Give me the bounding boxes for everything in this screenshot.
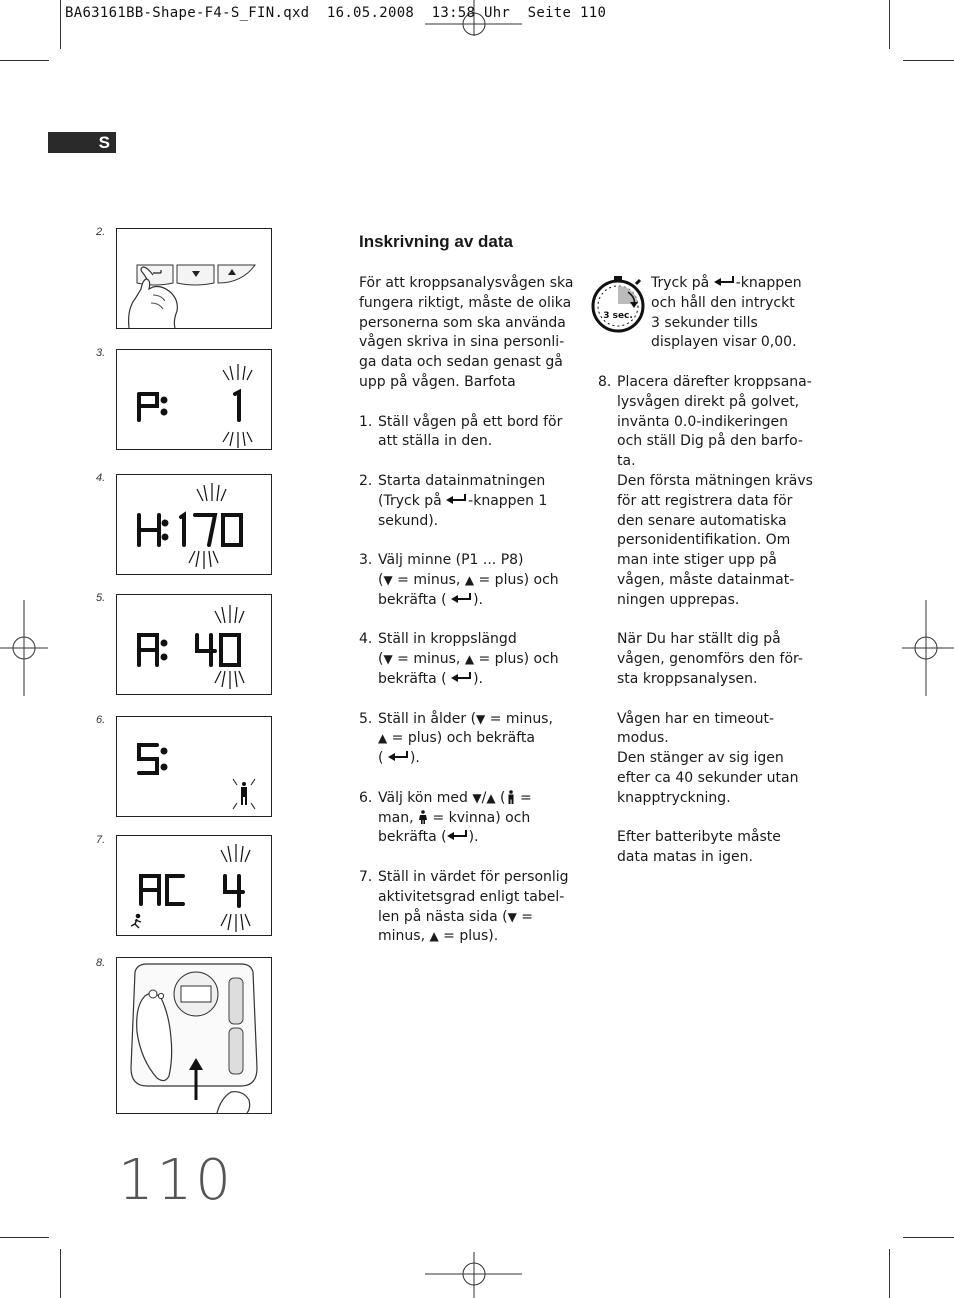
step-5: 5. Ställ in ålder (▼ = minus, ▲ = plus) och bekräfta ( ). <box>359 710 553 767</box>
step-1: 1. Ställ vågen på ett bord för att ställa in den. <box>359 413 563 450</box>
crop-mark <box>60 0 61 49</box>
section-heading: Inskrivning av data <box>359 232 513 251</box>
crop-mark <box>889 0 890 49</box>
crop-mark <box>0 60 49 61</box>
instructions-column <box>359 274 589 947</box>
step-3: 3. Välj minne (P1 ... P8) (▼ = minus, ▲ = plus) och bekräfta ( ). <box>359 552 559 608</box>
enter-key-icon <box>447 830 469 840</box>
figure-number: 7. <box>96 834 106 846</box>
down-arrow-icon: ▼ <box>383 652 393 667</box>
registration-mark-right <box>902 600 954 696</box>
page-number: 110 <box>118 1148 234 1213</box>
step-8: 8. Placera därefter kroppsana- lysvågen direkt på golvet, invänta 0.0-indikeringen och ställ Dig på den barfo- ta. Den första mätningen krävs för att registrera data för den senare automatiska personidentifikation. Om man inte stiger upp på vågen, måste datainmat- ningen upprepas. När Du har ställt dig på vågen, genomförs den för- sta kroppsanalysen. Vågen har en timeout- modus. Den stänger av sig igen efter ca 40 sekunder utan knapptryckning. Efter batteribyte måste data matas in igen. <box>598 374 813 866</box>
language-tab: S <box>48 132 116 153</box>
down-arrow-icon: ▼ <box>507 909 517 924</box>
up-arrow-icon: ▲ <box>464 652 475 667</box>
step-4: 4. Ställ in kroppslängd (▼ = minus, ▲ = plus) och bekräfta ( ). <box>359 631 559 687</box>
figure-7-display <box>116 835 272 936</box>
male-icon <box>506 790 516 804</box>
figure-6-display <box>116 716 272 817</box>
up-arrow-icon: ▲ <box>378 731 388 746</box>
figure-number: 4. <box>96 472 106 484</box>
up-arrow-icon: ▲ <box>486 790 496 805</box>
crop-mark <box>889 1249 890 1298</box>
down-arrow-icon: ▼ <box>383 572 393 587</box>
figure-number: 6. <box>96 714 106 726</box>
figure-number: 8. <box>96 957 106 969</box>
enter-key-icon <box>388 751 410 761</box>
registration-mark-left <box>0 600 48 696</box>
figure-number: 5. <box>96 592 106 604</box>
crop-mark <box>60 1249 61 1298</box>
timer-icon <box>590 274 648 334</box>
figure-4-display <box>116 474 272 575</box>
figure-5-display <box>116 594 272 695</box>
down-arrow-icon: ▼ <box>476 711 486 726</box>
intro-paragraph: För att kroppsanalysvågen ska fungera riktigt, måste de olika personerna som ska använda vågen skriva in sina personli- ga data och sedan genast gå upp på vågen. Barfota <box>359 275 574 390</box>
hold-instruction: Tryck på -knappen och håll den intryckt 3 sekunder tills displayen visar 0,00. <box>651 275 802 351</box>
crop-mark <box>903 1237 954 1238</box>
step-7: 7. Ställ in värdet för personlig aktivitetsgrad enligt tabel- len på nästa sida (▼ = minus, ▲ = plus). <box>359 868 569 945</box>
female-icon <box>418 810 428 824</box>
enter-key-icon <box>451 593 473 603</box>
down-arrow-icon: ▼ <box>472 790 482 805</box>
timer-label: 3 sec. <box>603 311 633 321</box>
crop-mark <box>0 1237 49 1238</box>
step-2: 2. Starta datainmatningen (Tryck på -knappen 1 sekund). <box>359 472 548 529</box>
figure-8-scale <box>116 957 272 1114</box>
crop-mark <box>903 60 954 61</box>
up-arrow-icon: ▲ <box>464 572 475 587</box>
file-header: BA63161BB-Shape-F4-S_FIN.qxd 16.05.2008 13:58 Uhr Seite 110 <box>65 5 607 21</box>
figure-number: 2. <box>96 226 106 238</box>
enter-key-icon <box>451 672 473 682</box>
registration-mark-bottom <box>425 1250 525 1298</box>
step-6: 6. Välj kön med ▼/▲ ( = man, = kvinna) och bekräfta ( ). <box>359 789 532 846</box>
figure-3-display <box>116 349 272 450</box>
figure-number: 3. <box>96 347 106 359</box>
enter-key-icon <box>714 276 736 286</box>
up-arrow-icon: ▲ <box>429 929 439 944</box>
figure-2-buttons <box>116 228 272 329</box>
enter-key-icon <box>446 494 468 504</box>
step-8-column <box>598 373 828 868</box>
